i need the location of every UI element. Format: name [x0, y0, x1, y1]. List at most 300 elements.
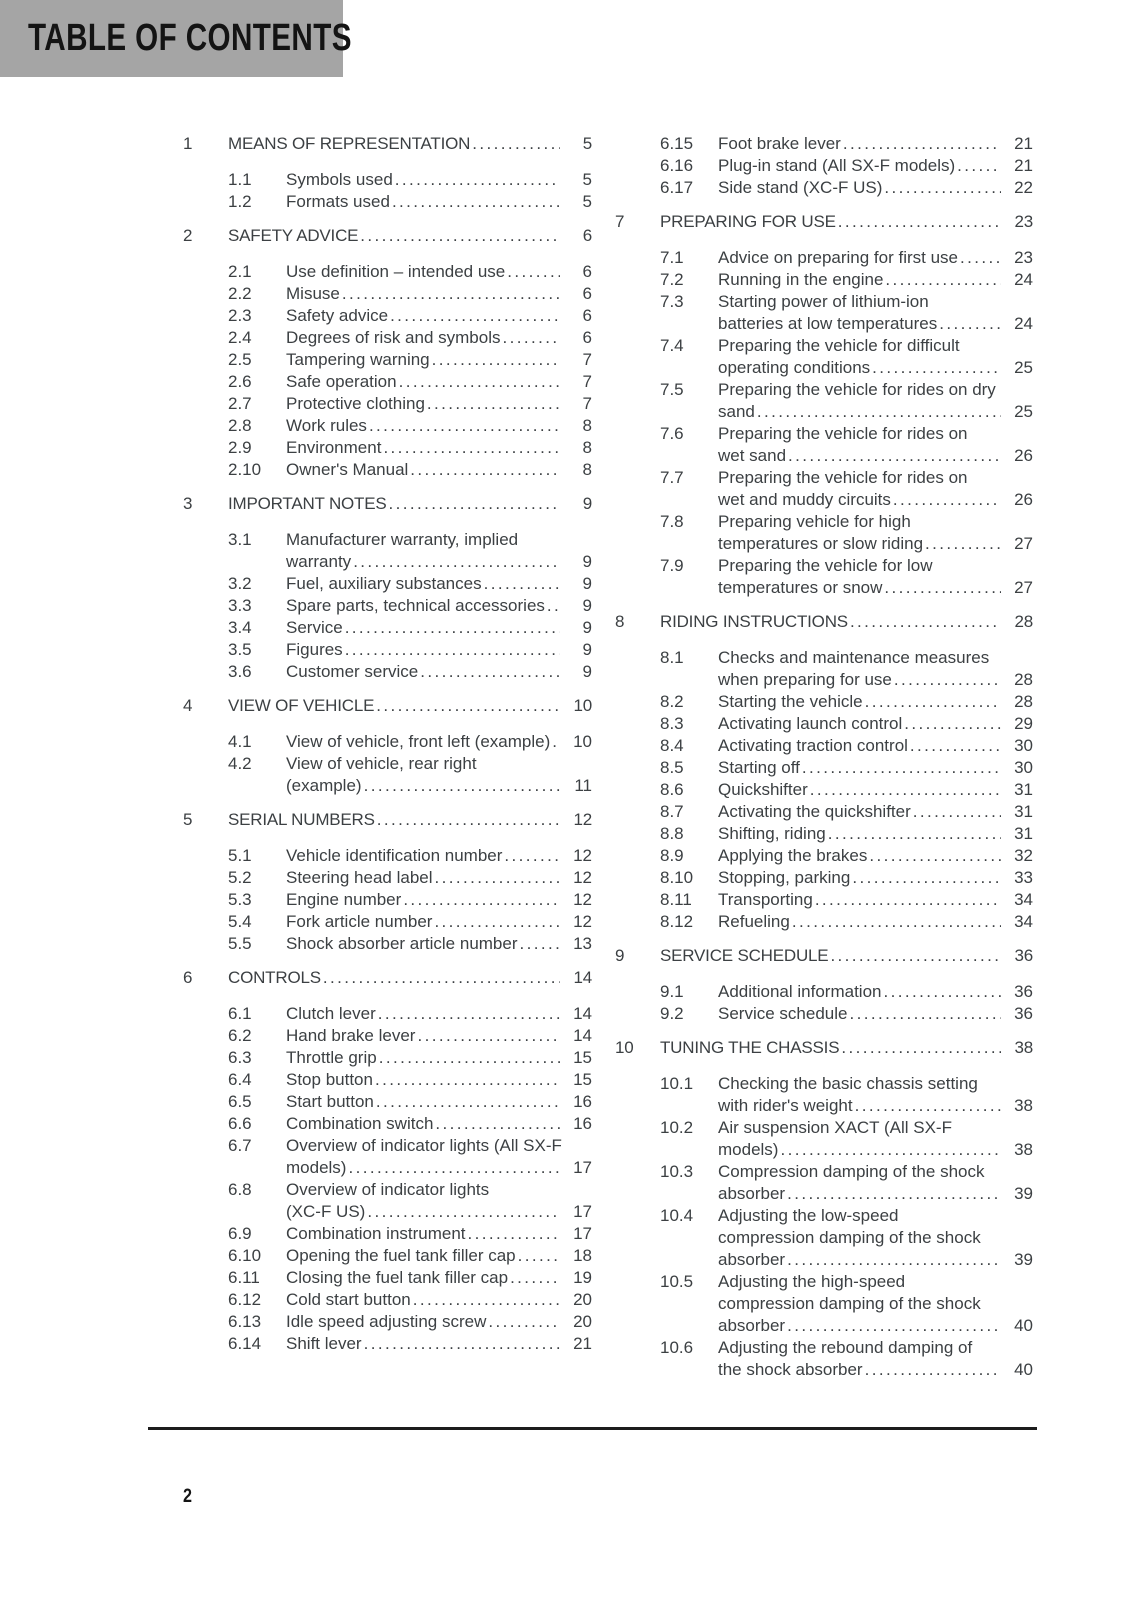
entry-title-line: Adjusting the low-speed: [718, 1206, 899, 1225]
dot-leader: [843, 133, 1001, 155]
entry-number: 6.8: [228, 1180, 252, 1199]
entry-body: [286, 349, 592, 371]
entry-body: [286, 305, 592, 327]
entry-title-line: [286, 1267, 592, 1289]
entry-body: [718, 1205, 1033, 1271]
entry-title-line: compression damping of the shock: [718, 1228, 981, 1247]
entry-body: [718, 845, 1033, 867]
entry-number: 2.1: [228, 262, 252, 281]
entry-title: warranty: [286, 552, 352, 571]
entry-number: 2.6: [228, 372, 252, 391]
entry-number: 7.4: [660, 336, 684, 355]
entry-body: [286, 1179, 592, 1223]
entry-body: [286, 867, 592, 889]
entry-body: [286, 1091, 592, 1113]
entry-body: [286, 889, 592, 911]
toc-section-entry: [615, 379, 1033, 423]
dot-leader: [364, 775, 560, 797]
entry-title: models): [718, 1140, 779, 1159]
entry-title: with rider's weight: [718, 1096, 853, 1115]
entry-title: Safety advice: [286, 306, 389, 325]
entry-body: [286, 459, 592, 481]
entry-body: [286, 1003, 592, 1025]
entry-page-number: 39: [1014, 1184, 1033, 1203]
dot-leader: [376, 1091, 560, 1113]
entry-body: [228, 133, 592, 155]
entry-title: Misuse: [286, 284, 340, 303]
entry-body: [718, 1003, 1033, 1025]
entry-title-line: [718, 691, 1033, 713]
dot-leader: [348, 1157, 560, 1179]
entry-title-line: [718, 155, 1033, 177]
toc-section-entry: [183, 529, 592, 573]
toc-section-entry: [615, 155, 1033, 177]
entry-title: Starting the vehicle: [718, 692, 863, 711]
dot-leader: [757, 401, 1001, 423]
entry-title: Applying the brakes: [718, 846, 868, 865]
entry-body: [286, 1069, 592, 1091]
toc-section-entry: [615, 647, 1033, 691]
entry-page-number: 16: [573, 1092, 592, 1111]
entry-number: 6.10: [228, 1246, 262, 1265]
entry-title-line: [286, 1069, 592, 1091]
entry-title: the shock absorber: [718, 1360, 863, 1379]
page-header-banner: [0, 0, 352, 77]
dot-leader: [838, 211, 1001, 233]
entry-page-number: 9: [582, 596, 592, 615]
entry-number: 2.2: [228, 284, 252, 303]
entry-page-number: 26: [1014, 490, 1033, 509]
entry-number: 8.2: [660, 692, 684, 711]
toc-section-entry: [183, 1223, 592, 1245]
toc-section-entry: [183, 639, 592, 661]
entry-page-number: 28: [1014, 692, 1033, 711]
toc-section-entry: [615, 889, 1033, 911]
entry-title: Formats used: [286, 192, 390, 211]
entry-page-number: 12: [573, 868, 592, 887]
entry-number: 7.2: [660, 270, 684, 289]
entry-title-line: [660, 1037, 1033, 1059]
entry-page-number: 30: [1014, 736, 1033, 755]
toc-section-entry: [183, 933, 592, 955]
entry-title-line: [286, 775, 592, 797]
entry-title-line: [660, 211, 1033, 233]
entry-page-number: 14: [573, 1004, 592, 1023]
entry-number: 10.4: [660, 1206, 694, 1225]
entry-title: Quickshifter: [718, 780, 808, 799]
entry-page-number: 12: [573, 912, 592, 931]
entry-page-number: 27: [1014, 534, 1033, 553]
dot-leader: [904, 713, 1001, 735]
toc-section-entry: [615, 911, 1033, 933]
toc-section-entry: [183, 1113, 592, 1135]
dot-leader: [403, 889, 560, 911]
entry-number: 5: [183, 810, 193, 829]
entry-number: 4.1: [228, 732, 252, 751]
entry-title: Shifting, riding: [718, 824, 826, 843]
dot-leader: [410, 459, 560, 481]
entry-number: 8.9: [660, 846, 684, 865]
entry-body: [718, 247, 1033, 269]
entry-title: MEANS OF REPRESENTATION: [228, 134, 471, 153]
entry-title-line: [718, 845, 1033, 867]
entry-page-number: 7: [582, 350, 592, 369]
dot-leader: [830, 945, 1001, 967]
entry-title-line: [286, 1311, 592, 1333]
entry-title: (example): [286, 776, 362, 795]
entry-number: 7.1: [660, 248, 684, 267]
dot-leader: [377, 809, 560, 831]
entry-title: Shock absorber article number: [286, 934, 518, 953]
toc-chapter-entry: [615, 211, 1033, 233]
entry-title-line: [286, 371, 592, 393]
entry-page-number: 39: [1014, 1250, 1033, 1269]
dot-leader: [417, 1025, 560, 1047]
entry-number: 8: [615, 612, 625, 631]
entry-title: Engine number: [286, 890, 402, 909]
entry-title: Activating launch control: [718, 714, 903, 733]
dot-leader: [547, 595, 560, 617]
entry-number: 5.3: [228, 890, 252, 909]
entry-page-number: 38: [1014, 1096, 1033, 1115]
toc-section-entry: [615, 467, 1033, 511]
entry-number: 6: [183, 968, 193, 987]
dot-leader: [884, 177, 1001, 199]
entry-page-number: 36: [1014, 946, 1033, 965]
toc-section-entry: [183, 1047, 592, 1069]
entry-title-line: [718, 713, 1033, 735]
entry-title-line: [718, 1315, 1033, 1337]
entry-page-number: 6: [582, 262, 592, 281]
dot-leader: [883, 981, 1001, 1003]
dot-leader: [395, 169, 560, 191]
entry-body: [286, 573, 592, 595]
entry-title: Fork article number: [286, 912, 433, 931]
dot-leader: [376, 695, 560, 717]
entry-title: Customer service: [286, 662, 419, 681]
entry-title: VIEW OF VEHICLE: [228, 696, 375, 715]
entry-page-number: 10: [573, 696, 592, 715]
dot-leader: [780, 1139, 1001, 1161]
entry-title: temperatures or slow riding: [718, 534, 924, 553]
dot-leader: [787, 1183, 1001, 1205]
entry-title: SAFETY ADVICE: [228, 226, 359, 245]
entry-title-line: Compression damping of the shock: [718, 1162, 985, 1181]
entry-title-line: [286, 1003, 592, 1025]
entry-title: IMPORTANT NOTES: [228, 494, 387, 513]
dot-leader: [939, 313, 1001, 335]
entry-body: [286, 845, 592, 867]
toc-section-entry: [183, 595, 592, 617]
entry-number: 8.5: [660, 758, 684, 777]
entry-body: [718, 1117, 1033, 1161]
dot-leader: [865, 691, 1001, 713]
entry-number: 2.10: [228, 460, 262, 479]
entry-number: 3.2: [228, 574, 252, 593]
entry-number: 9: [615, 946, 625, 965]
dot-leader: [894, 669, 1001, 691]
toc-section-entry: [615, 757, 1033, 779]
entry-number: 10.3: [660, 1162, 694, 1181]
entry-body: [660, 1037, 1033, 1059]
entry-title: wet and muddy circuits: [718, 490, 891, 509]
toc-chapter-entry: [615, 945, 1033, 967]
entry-title: Opening the fuel tank filler cap: [286, 1246, 516, 1265]
entry-body: [286, 1289, 592, 1311]
toc-section-entry: [615, 423, 1033, 467]
toc-section-entry: [183, 1003, 592, 1025]
entry-title-line: [286, 639, 592, 661]
entry-number: 6.14: [228, 1334, 262, 1353]
toc-left-column: [183, 133, 592, 1355]
entry-page-number: 8: [582, 460, 592, 479]
entry-body: [286, 595, 592, 617]
entry-body: [228, 225, 592, 247]
entry-title-line: [286, 1223, 592, 1245]
entry-title-line: [286, 889, 592, 911]
entry-body: [718, 133, 1033, 155]
toc-section-entry: [183, 1069, 592, 1091]
entry-title: absorber: [718, 1316, 786, 1335]
entry-body: [718, 511, 1033, 555]
dot-leader: [510, 1267, 560, 1289]
entry-body: [718, 691, 1033, 713]
entry-number: 10.6: [660, 1338, 694, 1357]
toc-chapter-entry: [183, 493, 592, 515]
entry-page-number: 31: [1014, 824, 1033, 843]
entry-page-number: 36: [1014, 982, 1033, 1001]
entry-page-number: 29: [1014, 714, 1033, 733]
entry-title-line: [718, 133, 1033, 155]
entry-number: 2.3: [228, 306, 252, 325]
entry-number: 3.3: [228, 596, 252, 615]
entry-title: Hand brake lever: [286, 1026, 416, 1045]
entry-page-number: 15: [573, 1048, 592, 1067]
entry-number: 6.2: [228, 1026, 252, 1045]
entry-title: View of vehicle, front left (example): [286, 732, 551, 751]
entry-title-line: [718, 577, 1033, 599]
entry-number: 1: [183, 134, 193, 153]
entry-body: [286, 1311, 592, 1333]
entry-title-line: [286, 617, 592, 639]
toc-section-entry: [615, 335, 1033, 379]
entry-number: 1.2: [228, 192, 252, 211]
entry-body: [228, 967, 592, 989]
entry-title-line: [718, 779, 1033, 801]
toc-section-entry: [615, 691, 1033, 713]
dot-leader: [957, 155, 1001, 177]
entry-number: 7: [615, 212, 625, 231]
toc-section-entry: [183, 573, 592, 595]
toc-section-entry: [183, 753, 592, 797]
toc-right-column: [615, 133, 1033, 1381]
entry-body: [286, 191, 592, 213]
entry-title: Starting off: [718, 758, 800, 777]
toc-section-entry: [615, 1003, 1033, 1025]
toc-section-entry: [183, 169, 592, 191]
entry-page-number: 21: [573, 1334, 592, 1353]
entry-page-number: 31: [1014, 780, 1033, 799]
dot-leader: [378, 1003, 560, 1025]
entry-page-number: 24: [1014, 270, 1033, 289]
entry-body: [286, 911, 592, 933]
entry-page-number: 8: [582, 438, 592, 457]
entry-page-number: 25: [1014, 402, 1033, 421]
entry-title-line: [228, 809, 592, 831]
entry-body: [718, 155, 1033, 177]
dot-leader: [432, 349, 560, 371]
entry-title-line: compression damping of the shock: [718, 1294, 981, 1313]
entry-number: 8.1: [660, 648, 684, 667]
entry-page-number: 23: [1014, 248, 1033, 267]
entry-body: [718, 379, 1033, 423]
entry-page-number: 14: [573, 968, 592, 987]
entry-body: [660, 945, 1033, 967]
entry-page-number: 9: [582, 574, 592, 593]
entry-title-line: [718, 445, 1033, 467]
entry-body: [286, 1025, 592, 1047]
entry-title-line: [228, 967, 592, 989]
toc-section-entry: [183, 437, 592, 459]
entry-body: [718, 647, 1033, 691]
entry-title-line: Checking the basic chassis setting: [718, 1074, 978, 1093]
entry-page-number: 9: [582, 662, 592, 681]
entry-body: [718, 555, 1033, 599]
entry-title-line: [718, 757, 1033, 779]
entry-title: Foot brake lever: [718, 134, 841, 153]
entry-number: 6.12: [228, 1290, 262, 1309]
entry-title-line: [718, 889, 1033, 911]
entry-number: 5.4: [228, 912, 252, 931]
dot-leader: [488, 1311, 560, 1333]
entry-title: Refueling: [718, 912, 790, 931]
entry-number: 6.9: [228, 1224, 252, 1243]
toc-section-entry: [615, 801, 1033, 823]
entry-page-number: 5: [582, 134, 592, 153]
entry-title: Additional information: [718, 982, 882, 1001]
entry-title-line: Preparing vehicle for high: [718, 512, 911, 531]
entry-page-number: 11: [574, 776, 592, 795]
entry-title-line: [286, 551, 592, 573]
entry-number: 6.6: [228, 1114, 252, 1133]
toc-section-entry: [615, 291, 1033, 335]
entry-page-number: 32: [1014, 846, 1033, 865]
entry-title-line: [718, 489, 1033, 511]
entry-number: 7.7: [660, 468, 684, 487]
entry-title-line: Preparing the vehicle for difficult: [718, 336, 960, 355]
toc-section-entry: [183, 617, 592, 639]
entry-title: sand: [718, 402, 755, 421]
entry-title: Use definition – intended use: [286, 262, 506, 281]
dot-leader: [841, 1037, 1001, 1059]
dot-leader: [383, 437, 560, 459]
entry-title-line: [286, 1025, 592, 1047]
dot-leader: [435, 867, 560, 889]
entry-number: 2.7: [228, 394, 252, 413]
entry-title: models): [286, 1158, 347, 1177]
entry-page-number: 28: [1014, 670, 1033, 689]
entry-title-line: [286, 1289, 592, 1311]
entry-title: Combination instrument: [286, 1224, 466, 1243]
entry-title-line: Preparing the vehicle for low: [718, 556, 933, 575]
entry-number: 7.3: [660, 292, 684, 311]
entry-title-line: [286, 573, 592, 595]
toc-section-entry: [183, 1091, 592, 1113]
entry-title: absorber: [718, 1184, 786, 1203]
entry-title-line: [718, 1359, 1033, 1381]
entry-title-line: Preparing the vehicle for rides on: [718, 424, 968, 443]
entry-page-number: 17: [573, 1202, 592, 1221]
entry-title: PREPARING FOR USE: [660, 212, 836, 231]
entry-title-line: [718, 1095, 1033, 1117]
dot-leader: [472, 133, 560, 155]
entry-page-number: 22: [1014, 178, 1033, 197]
entry-number: 8.6: [660, 780, 684, 799]
toc-section-entry: [615, 735, 1033, 757]
toc-section-entry: [615, 1073, 1033, 1117]
entry-title: Fuel, auxiliary substances: [286, 574, 482, 593]
entry-page-number: 7: [582, 372, 592, 391]
toc-section-entry: [183, 459, 592, 481]
entry-body: [286, 529, 592, 573]
toc-section-entry: [183, 327, 592, 349]
dot-leader: [389, 493, 560, 515]
dot-leader: [865, 1359, 1001, 1381]
entry-page-number: 24: [1014, 314, 1033, 333]
toc-section-entry: [183, 661, 592, 683]
entry-title-line: [286, 661, 592, 683]
entry-page-number: 19: [573, 1268, 592, 1287]
dot-leader: [849, 1003, 1001, 1025]
entry-page-number: 30: [1014, 758, 1033, 777]
entry-number: 7.9: [660, 556, 684, 575]
entry-title-line: Air suspension XACT (All SX-F: [718, 1118, 952, 1137]
entry-body: [228, 695, 592, 717]
entry-number: 6.4: [228, 1070, 252, 1089]
toc-section-entry: [183, 1289, 592, 1311]
entry-title: (XC-F US): [286, 1202, 366, 1221]
entry-page-number: 6: [582, 226, 592, 245]
toc-section-entry: [183, 911, 592, 933]
entry-title: Closing the fuel tank filler cap: [286, 1268, 509, 1287]
toc-section-entry: [615, 1117, 1033, 1161]
dot-leader: [392, 191, 560, 213]
entry-title-line: [718, 1139, 1033, 1161]
toc-section-entry: [183, 1135, 592, 1179]
entry-page-number: 12: [573, 890, 592, 909]
entry-number: 9.1: [660, 982, 684, 1001]
entry-number: 3.5: [228, 640, 252, 659]
entry-title-line: [286, 191, 592, 213]
entry-title-line: [286, 327, 592, 349]
entry-number: 7.6: [660, 424, 684, 443]
entry-body: [718, 823, 1033, 845]
entry-number: 8.7: [660, 802, 684, 821]
entry-body: [718, 911, 1033, 933]
toc-section-entry: [615, 1161, 1033, 1205]
dot-leader: [353, 551, 560, 573]
entry-title: CONTROLS: [228, 968, 321, 987]
entry-title-line: Preparing the vehicle for rides on: [718, 468, 968, 487]
entry-body: [228, 809, 592, 831]
toc-section-entry: [183, 1311, 592, 1333]
entry-body: [718, 291, 1033, 335]
entry-title: temperatures or snow: [718, 578, 883, 597]
entry-body: [718, 423, 1033, 467]
entry-title: Cold start button: [286, 1290, 411, 1309]
dot-leader: [520, 933, 560, 955]
entry-title-line: [718, 867, 1033, 889]
